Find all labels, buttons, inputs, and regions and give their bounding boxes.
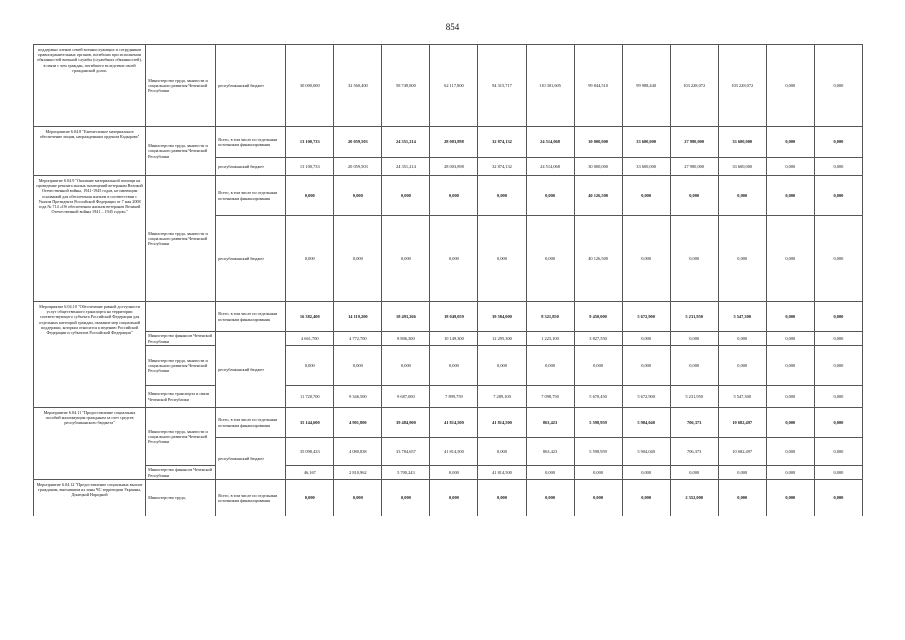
value-cell: 0,000: [526, 480, 574, 516]
value-cell: 13 100,733: [286, 127, 334, 158]
value-cell: 103 228,072: [670, 45, 718, 127]
value-cell: 41 814,500: [430, 438, 478, 466]
value-cell: 18 493,266: [382, 302, 430, 332]
value-cell: 41 814,500: [478, 466, 526, 480]
value-cell: 0,000: [814, 302, 862, 332]
value-cell: 0,000: [766, 158, 814, 176]
value-cell: 0,000: [622, 332, 670, 346]
value-cell: 5 904,040: [622, 438, 670, 466]
value-cell: 14 119,200: [334, 302, 382, 332]
value-cell: 0,000: [814, 158, 862, 176]
value-cell: 0,000: [766, 386, 814, 408]
value-cell: 0,000: [718, 346, 766, 386]
measure-name-cell: Мероприятие 6.04.8 "Ежемесячное материальное обеспечение лицам, награжденным орденом Кадырова": [34, 127, 146, 176]
funding-source-cell: республиканский бюджет: [216, 438, 286, 480]
value-cell: 0,000: [814, 332, 862, 346]
value-cell: 0,000: [766, 127, 814, 158]
value-cell: 10 682,497: [718, 408, 766, 438]
value-cell: 0,000: [718, 176, 766, 216]
value-cell: 8 321,850: [526, 302, 574, 332]
value-cell: 46,167: [286, 466, 334, 480]
value-cell: 0,000: [670, 332, 718, 346]
value-cell: 0,000: [334, 346, 382, 386]
value-cell: 0,000: [382, 346, 430, 386]
value-cell: 0,000: [286, 346, 334, 386]
value-cell: 0,000: [286, 480, 334, 516]
value-cell: 0,000: [670, 466, 718, 480]
value-cell: 99 988,440: [622, 45, 670, 127]
value-cell: 0,000: [766, 216, 814, 302]
table-row: [34, 127, 863, 158]
value-cell: 9 346,500: [334, 386, 382, 408]
value-cell: 0,000: [574, 466, 622, 480]
value-cell: 0,000: [814, 480, 862, 516]
value-cell: 706,373: [670, 408, 718, 438]
value-cell: 13 100,733: [286, 158, 334, 176]
value-cell: 33 600,000: [718, 158, 766, 176]
value-cell: 0,000: [622, 466, 670, 480]
value-cell: 863,423: [526, 408, 574, 438]
value-cell: 103 228,072: [718, 45, 766, 127]
value-cell: 0,000: [814, 45, 862, 127]
executor-cell: [146, 302, 216, 332]
value-cell: 4 661,700: [286, 332, 334, 346]
value-cell: 0,000: [670, 216, 718, 302]
value-cell: 0,000: [766, 438, 814, 466]
value-cell: 27 980,000: [670, 158, 718, 176]
table-row: [34, 176, 863, 216]
table-row: [34, 346, 863, 386]
value-cell: 11 720,700: [286, 386, 334, 408]
executor-cell: Министерство транспорта и связи Чеченской Республики: [146, 386, 216, 408]
value-cell: 9 687,000: [382, 386, 430, 408]
value-cell: 28 003,898: [430, 158, 478, 176]
value-cell: 0,000: [766, 302, 814, 332]
executor-cell: Министерство труда, занятости и социального развития Чеченской Республики: [146, 176, 216, 302]
value-cell: 33 600,000: [622, 158, 670, 176]
executor-cell: Министерство труда, занятости и социального развития Чеченской Республики: [146, 127, 216, 176]
value-cell: 33 600,000: [622, 127, 670, 158]
value-cell: 5 672,900: [622, 302, 670, 332]
value-cell: 5 547,300: [718, 386, 766, 408]
value-cell: 0,000: [814, 438, 862, 466]
value-cell: 40 126,500: [574, 216, 622, 302]
value-cell: 0,000: [430, 346, 478, 386]
value-cell: 5 547,300: [718, 302, 766, 332]
executor-cell: Министерство труда, занятости и социального развития Чеченской Республики: [146, 346, 216, 386]
executor-cell: Министерство труда, занятости и социального развития Чеченской Республики: [146, 408, 216, 466]
funding-source-cell: Всего, в том числе по отдельным источникам финансирования: [216, 176, 286, 216]
value-cell: 0,000: [718, 332, 766, 346]
value-cell: 5 231,950: [670, 302, 718, 332]
value-cell: 0,000: [814, 216, 862, 302]
value-cell: 0,000: [526, 176, 574, 216]
value-cell: 28 003,898: [430, 127, 478, 158]
value-cell: 27 980,000: [670, 127, 718, 158]
executor-cell: Министерство труда,: [146, 480, 216, 516]
value-cell: 0,000: [622, 346, 670, 386]
value-cell: 0,000: [478, 216, 526, 302]
value-cell: 0,000: [766, 480, 814, 516]
value-cell: 0,000: [478, 480, 526, 516]
executor-cell: Министерство финансов Чеченской Республики: [146, 466, 216, 480]
value-cell: 2 352,000: [670, 480, 718, 516]
table-row: [34, 408, 863, 438]
value-cell: 30 000,000: [574, 158, 622, 176]
budget-table: [33, 44, 863, 516]
value-cell: 12 295,300: [478, 332, 526, 346]
value-cell: 5 598,959: [574, 408, 622, 438]
table-row: [34, 302, 863, 332]
value-cell: 863,423: [526, 438, 574, 466]
value-cell: 0,000: [526, 466, 574, 480]
value-cell: 5 231,950: [670, 386, 718, 408]
value-cell: 39 584,000: [478, 302, 526, 332]
value-cell: 0,000: [814, 346, 862, 386]
value-cell: 0,000: [718, 216, 766, 302]
value-cell: 62 117,800: [430, 45, 478, 127]
value-cell: 30 000,000: [286, 45, 334, 127]
value-cell: 58 749,800: [382, 45, 430, 127]
value-cell: 0,000: [670, 176, 718, 216]
value-cell: 5 904,040: [622, 408, 670, 438]
table-row: [34, 45, 863, 127]
value-cell: 35 098,433: [286, 438, 334, 466]
value-cell: 0,000: [286, 176, 334, 216]
funding-source-cell: Всего, в том числе по отдельным источникам финансирования: [216, 480, 286, 516]
value-cell: 0,000: [286, 216, 334, 302]
value-cell: 35 144,600: [286, 408, 334, 438]
value-cell: 18 049,059: [430, 302, 478, 332]
value-cell: 706,373: [670, 438, 718, 466]
measure-name-cell: Мероприятие 6.04.9 "Оказание материальной помощи на проведение ремонта жилых помещений ветеранам Великой Отечественной войны, 1941-1945 годов, не имеющим оснований для обеспечения жильем в соответствии с Указом Президента Российской Федерации от 7 мая 2008 года № 714 «Об обеспечении жильем ветеранов Великой Отечественной войны 1941 – 1945 годов»": [34, 176, 146, 302]
value-cell: 0,000: [766, 466, 814, 480]
funding-source-cell: Всего, в том числе по отдельным источникам финансирования: [216, 127, 286, 158]
value-cell: 110 301,605: [526, 45, 574, 127]
value-cell: 39 484,900: [382, 408, 430, 438]
value-cell: 24 514,068: [526, 158, 574, 176]
value-cell: 0,000: [334, 176, 382, 216]
value-cell: 0,000: [766, 332, 814, 346]
value-cell: 0,000: [670, 346, 718, 386]
measure-name-cell: Мероприятие 6.04.11 "Предоставление социальных пособий малоимущим гражданам за счет средств республиканского бюджета": [34, 408, 146, 480]
table-row: [34, 386, 863, 408]
value-cell: 0,000: [430, 176, 478, 216]
value-cell: 0,000: [814, 466, 862, 480]
value-cell: 16 382,400: [286, 302, 334, 332]
value-cell: 32 874,132: [478, 158, 526, 176]
page-number: 854: [445, 22, 460, 32]
value-cell: 7 289,100: [478, 386, 526, 408]
value-cell: 32 874,132: [478, 127, 526, 158]
measure-name-cell: поддержки членов семей военнослужащих и сотрудников правоохранительных органов, погибших при исполнении обязанностей военной службы (служебных обязанностей), в связи с чем граждан, погибшего вследствие своей гражданской доли»: [34, 45, 146, 127]
value-cell: 3 827,550: [574, 332, 622, 346]
value-cell: 5 700,243: [382, 466, 430, 480]
value-cell: 30 000,000: [574, 127, 622, 158]
value-cell: 32 560,400: [334, 45, 382, 127]
executor-cell: Министерство труда, занятости и социального развития Чеченской Республики: [146, 45, 216, 127]
measure-name-cell: Мероприятие 6.04.10 "Обеспечение равной доступности услуг общественного транспорта на территории соответствующего субъекта Российской Федерации для отдельных категорий граждан, оказание мер социальной поддержки, которым относится к ведению Российской Федерации и субъектов Российской Федерации": [34, 302, 146, 408]
value-cell: 0,000: [766, 176, 814, 216]
funding-source-cell: Всего, в том числе по отдельным источникам финансирования: [216, 408, 286, 438]
value-cell: 0,000: [430, 466, 478, 480]
funding-source-cell: Всего, в том числе по отдельным источникам финансирования: [216, 302, 286, 332]
value-cell: 1 223,100: [526, 332, 574, 346]
value-cell: 10 149,300: [430, 332, 478, 346]
value-cell: 5 670,450: [574, 386, 622, 408]
value-cell: 4 772,700: [334, 332, 382, 346]
value-cell: 2 810,962: [334, 466, 382, 480]
value-cell: 0,000: [766, 346, 814, 386]
value-cell: 5 672,900: [622, 386, 670, 408]
value-cell: 0,000: [814, 176, 862, 216]
table-row: [34, 332, 863, 346]
value-cell: 0,000: [718, 466, 766, 480]
value-cell: 4 901,800: [334, 408, 382, 438]
value-cell: 40 126,500: [574, 176, 622, 216]
value-cell: 0,000: [766, 45, 814, 127]
funding-source-cell: республиканский бюджет: [216, 332, 286, 408]
executor-cell: Министерство финансов Чеченской Республики: [146, 332, 216, 346]
funding-source-cell: республиканский бюджет: [216, 158, 286, 176]
value-cell: 0,000: [622, 176, 670, 216]
value-cell: 20 059,503: [334, 127, 382, 158]
value-cell: 0,000: [430, 480, 478, 516]
value-cell: 0,000: [814, 386, 862, 408]
funding-source-cell: республиканский бюджет: [216, 45, 286, 127]
value-cell: 0,000: [574, 480, 622, 516]
value-cell: 0,000: [766, 408, 814, 438]
value-cell: 33 600,000: [718, 127, 766, 158]
value-cell: 24 351,214: [382, 127, 430, 158]
value-cell: 41 814,500: [478, 408, 526, 438]
value-cell: 0,000: [622, 216, 670, 302]
value-cell: 4 080,838: [334, 438, 382, 466]
value-cell: 0,000: [814, 408, 862, 438]
value-cell: 0,000: [334, 480, 382, 516]
table-row: [34, 480, 863, 516]
value-cell: 7 098,750: [526, 386, 574, 408]
value-cell: 8 806,300: [382, 332, 430, 346]
value-cell: 9 450,000: [574, 302, 622, 332]
value-cell: 24 514,068: [526, 127, 574, 158]
value-cell: 0,000: [478, 346, 526, 386]
value-cell: 0,000: [814, 127, 862, 158]
value-cell: 0,000: [478, 176, 526, 216]
value-cell: 33 784,657: [382, 438, 430, 466]
funding-source-cell: республиканский бюджет: [216, 216, 286, 302]
value-cell: 0,000: [526, 216, 574, 302]
value-cell: 0,000: [718, 480, 766, 516]
measure-name-cell: Мероприятие 6.04.12 "Предоставление социальных выплат гражданам, выехавшим из зоны ЧС территории Украины, Донецкой Народной: [34, 480, 146, 516]
value-cell: 41 814,500: [430, 408, 478, 438]
value-cell: 94 315,717: [478, 45, 526, 127]
value-cell: 0,000: [526, 346, 574, 386]
value-cell: 10 682,497: [718, 438, 766, 466]
value-cell: 0,000: [382, 480, 430, 516]
value-cell: 5 598,959: [574, 438, 622, 466]
value-cell: 24 351,214: [382, 158, 430, 176]
value-cell: 0,000: [334, 216, 382, 302]
value-cell: 99 844,510: [574, 45, 622, 127]
value-cell: 7 899,759: [430, 386, 478, 408]
value-cell: 0,000: [382, 216, 430, 302]
value-cell: 0,000: [478, 438, 526, 466]
value-cell: 0,000: [622, 480, 670, 516]
value-cell: 0,000: [574, 346, 622, 386]
table-row: [34, 466, 863, 480]
value-cell: 0,000: [382, 176, 430, 216]
value-cell: 20 059,503: [334, 158, 382, 176]
value-cell: 0,000: [430, 216, 478, 302]
